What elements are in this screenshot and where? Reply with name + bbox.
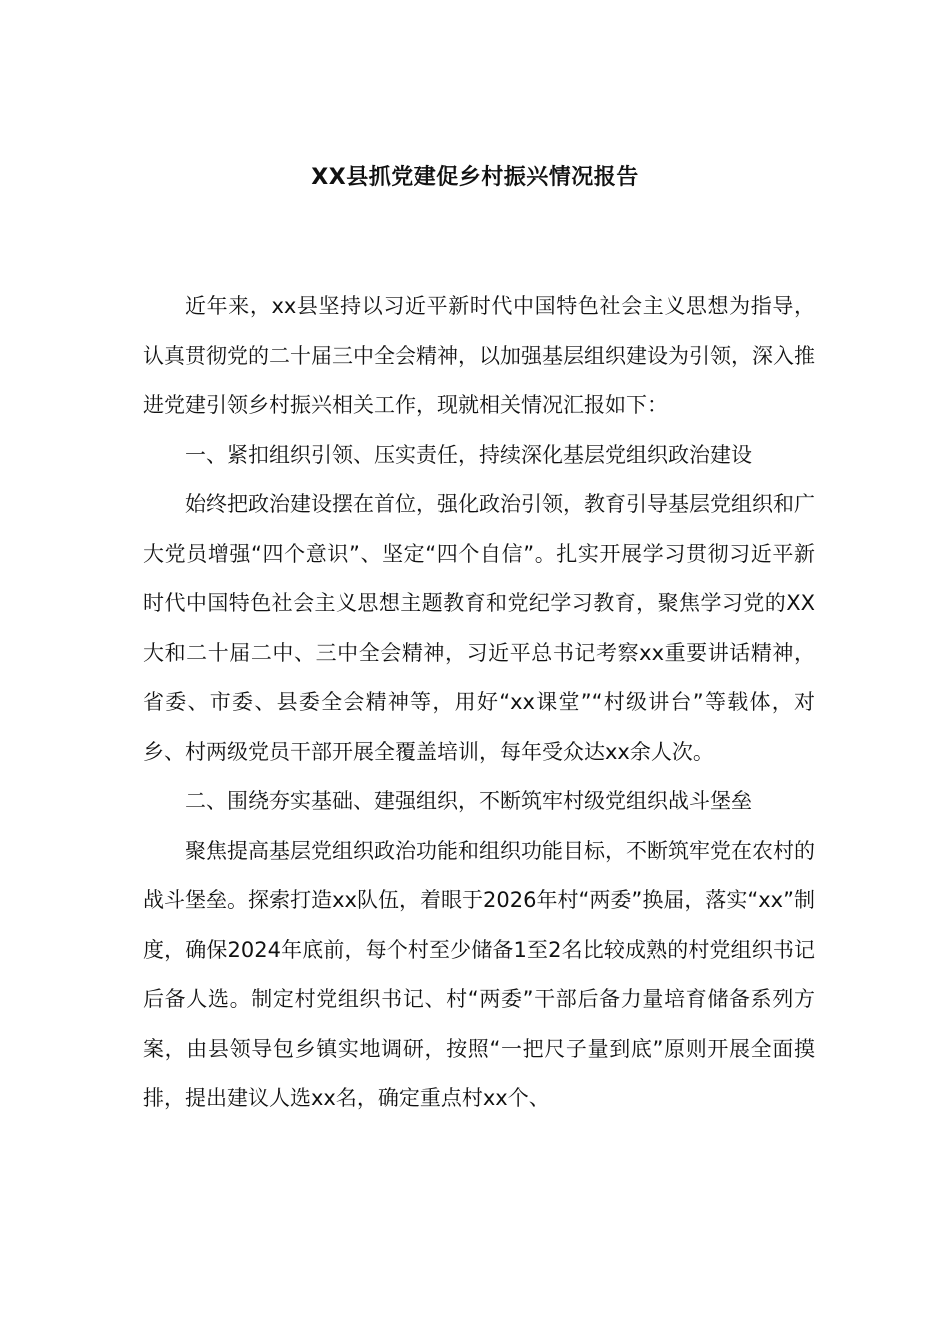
section-2-paragraph: 聚焦提高基层党组织政治功能和组织功能目标，不断筑牢党在农村的战斗堡垒。探索打造xx队伍，着眼于2026年村“两委”换届，落实“xx”制度，确保2024年底前，每个村至少储备1至2名比较成熟的村党组织书记后备人选。制定村党组织书记、村“两委”干部后备力量培育储备系列方案，由县领导包乡镇实地调研，按照“一把尺子量到底”原则开展全面摸排，提出建议人选xx名，确定重点村xx个、 [143, 838, 815, 1110]
document-title: XX县抓党建促乡村振兴情况报告 [311, 165, 639, 190]
section-heading-1: 一、紧扣组织引领、压实责任，持续深化基层党组织政治建设 [185, 442, 752, 467]
intro-paragraph: 近年来，xx县坚持以习近平新时代中国特色社会主义思想为指导，认真贯彻党的二十届三中全会精神，以加强基层组织建设为引领，深入推进党建引领乡村振兴相关工作，现就相关情况汇报如下： [143, 294, 815, 417]
section-heading-2: 二、围绕夯实基础、建强组织，不断筑牢村级党组织战斗堡垒 [185, 789, 752, 813]
document-body [143, 282, 815, 1124]
section-1-paragraph: 始终把政治建设摆在首位，强化政治引领，教育引导基层党组织和广大党员增强“四个意识”、坚定“四个自信”。扎实开展学习贯彻习近平新时代中国特色社会主义思想主题教育和党纪学习教育，聚焦学习党的XX大和二十届二中、三中全会精神，习近平总书记考察xx重要讲话精神，省委、市委、县委全会精神等，用好“xx课堂”“村级讲台”等载体，对乡、村两级党员干部开展全覆盖培训，每年受众达xx余人次。 [143, 492, 815, 764]
